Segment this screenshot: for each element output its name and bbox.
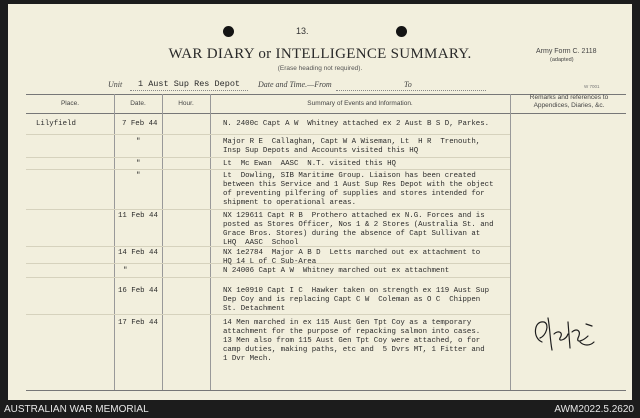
entry-text: N. 2400c Capt A W Whitney attached ex 2 Aust B S D, Parkes.	[223, 120, 490, 128]
entry-date: 11 Feb 44	[118, 212, 158, 220]
page-number: 13.	[296, 26, 309, 36]
entry-text: NX 1e2784 Major A B D Letts marched out ex attachment to HQ 14 L of C Sub-Area	[223, 249, 481, 266]
entry-text: NX 1e0910 Capt I C Hawker taken on strength ex 119 Aust Sup Dep Coy and is replacing Capt C W Coleman as O C Chippen St. Detachment	[223, 287, 490, 313]
row-rule	[26, 277, 510, 278]
unit-value: 1 Aust Sup Res Depot	[138, 79, 241, 89]
entry-date: "	[123, 267, 128, 275]
row-rule	[26, 134, 510, 135]
header-remarks: Remarks and references to Appendices, Diaries, &c.	[529, 94, 609, 109]
entry-text: 14 Men marched in ex 115 Aust Gen Tpt Coy as a temporary attachment for the purpose of repacking salmon into cases. 13 Men also from 115 Aust Gen Tpt Coy were attached, o for camp duties, making paths, etc and 5 Dvrs MT, 1 Fitter and 1 Dvr Mech.	[223, 319, 485, 363]
entry-text: Major R E Callaghan, Capt W A Wiseman, Lt H R Trenouth, Insp Sup Depots and Accounts visited this HQ	[223, 138, 481, 155]
column-divider	[114, 94, 115, 390]
header-date: Date.	[130, 100, 146, 107]
row-rule	[26, 314, 510, 315]
entry-date: 7 Feb 44	[122, 120, 158, 128]
punch-hole-left	[223, 26, 234, 37]
page-subtitle: (Erase heading not required).	[277, 65, 363, 72]
entry-text: Lt Dowling, SIB Maritime Group. Liaison has been created between this Service and 1 Aust Sup Res Depot with the object of preventing pilfering of supplies and stores intended for shipment to operational areas.	[223, 172, 494, 207]
entry-date: 14 Feb 44	[118, 249, 158, 257]
doc-ref: W 7001	[584, 84, 600, 89]
entry-text: N 24006 Capt A W Whitney marched out ex attachment	[223, 267, 450, 275]
header-summary: Summary of Events and Information.	[307, 100, 413, 107]
punch-hole-right	[396, 26, 407, 37]
entry-text: NX 129611 Capt R B Prothero attached ex N.G. Forces and is posted as Stores Officer, Nos 1 & 2 Stores (Australia St. and Grace Bros. Stores) during the absence of Capt Sullivan at LHQ AASC School	[223, 212, 494, 247]
entry-place: Lilyfield	[36, 120, 76, 128]
entry-date: "	[136, 160, 141, 168]
unit-underline	[130, 90, 248, 91]
entry-date: "	[136, 172, 141, 180]
column-divider	[210, 94, 211, 390]
army-form-number: Army Form C. 2118	[536, 48, 597, 55]
date-time-label: Date and Time.—From	[258, 80, 332, 89]
column-divider	[162, 94, 163, 390]
column-divider	[510, 94, 511, 390]
row-rule	[26, 209, 510, 210]
header-place: Place.	[60, 100, 80, 107]
to-label: To	[404, 80, 412, 89]
row-rule	[26, 169, 510, 170]
entry-date: "	[136, 138, 141, 146]
header-hour: Hour.	[178, 100, 194, 107]
entry-text: Lt Mc Ewan AASC N.T. visited this HQ	[223, 160, 396, 168]
diary-page	[8, 4, 632, 400]
unit-label: Unit	[108, 80, 123, 89]
army-form-sub: (adapted)	[550, 57, 574, 63]
footer-accession: AWM2022.5.2620	[554, 404, 634, 415]
table-bottom-rule	[26, 390, 626, 391]
footer-credit: AUSTRALIAN WAR MEMORIAL	[4, 404, 149, 415]
page-title: WAR DIARY or INTELLIGENCE SUMMARY.	[168, 46, 472, 62]
entry-date: 16 Feb 44	[118, 287, 158, 295]
army-form-label	[536, 47, 597, 65]
row-rule	[26, 157, 510, 158]
entry-date: 17 Feb 44	[118, 319, 158, 327]
handwritten-signature	[528, 312, 602, 358]
header-bottom-rule	[26, 113, 626, 114]
date-time-underline	[336, 90, 486, 91]
